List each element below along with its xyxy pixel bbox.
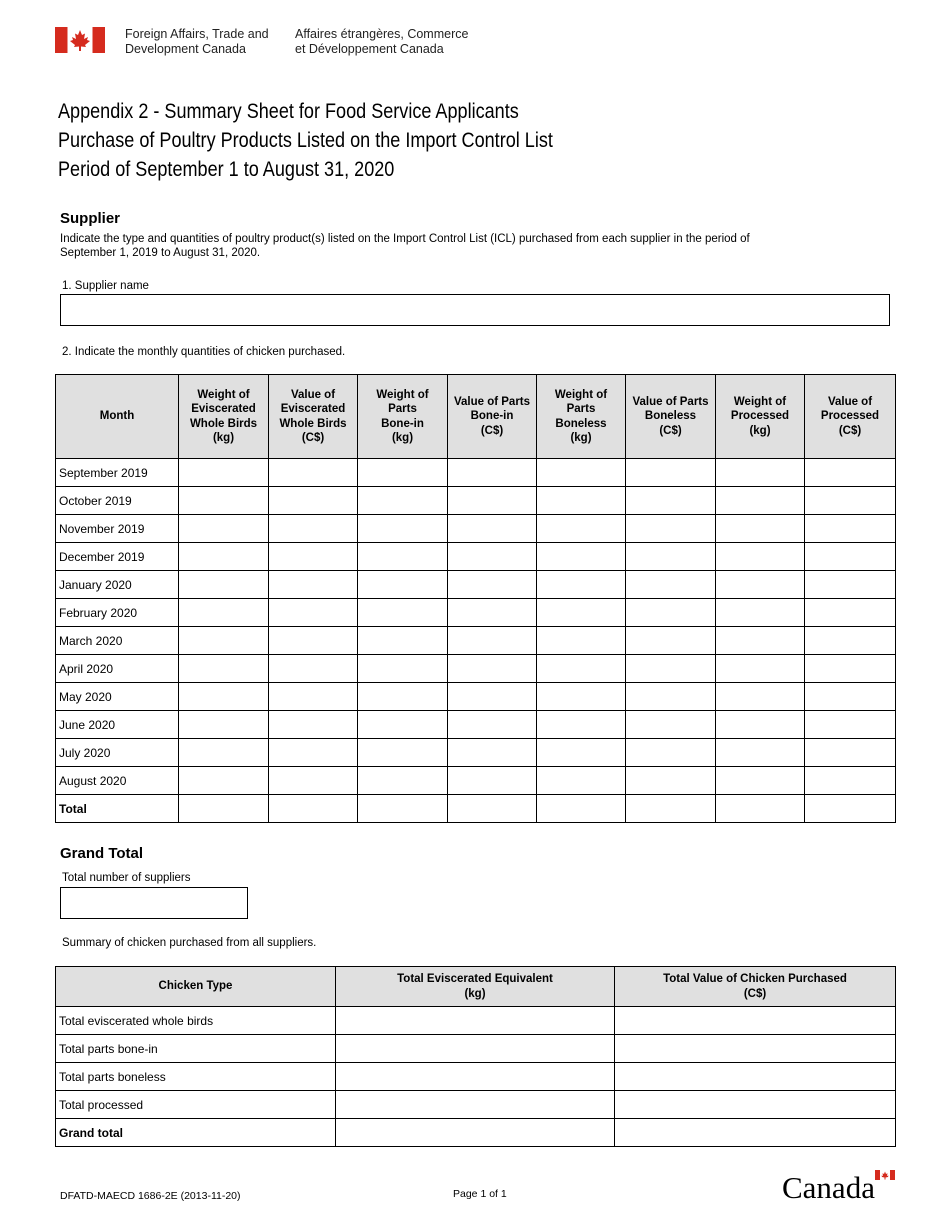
entry-cell[interactable] [336, 1063, 615, 1091]
entry-cell[interactable] [358, 627, 448, 655]
entry-cell[interactable] [269, 459, 358, 487]
month-row [56, 599, 896, 627]
entry-cell[interactable] [179, 599, 269, 627]
entry-cell[interactable] [358, 795, 448, 823]
entry-cell[interactable] [448, 543, 537, 571]
entry-cell[interactable] [626, 711, 716, 739]
supplier-instructions-line2: September 1, 2019 to August 31, 2020. [60, 247, 261, 259]
supplier-heading: Supplier [60, 210, 121, 227]
entry-cell[interactable] [269, 739, 358, 767]
department-en-line2: Development Canada [125, 42, 246, 56]
month-row [56, 487, 896, 515]
entry-cell[interactable] [448, 459, 537, 487]
supplier-name-label: 1. Supplier name [62, 280, 149, 292]
entry-cell[interactable] [537, 487, 626, 515]
entry-cell[interactable] [626, 795, 716, 823]
entry-cell[interactable] [626, 627, 716, 655]
entry-cell[interactable] [179, 571, 269, 599]
month-row [56, 543, 896, 571]
entry-cell[interactable] [537, 459, 626, 487]
row-label: May 2020 [56, 683, 179, 711]
entry-cell[interactable] [537, 655, 626, 683]
page-number: Page 1 of 1 [453, 1188, 507, 1200]
entry-cell[interactable] [716, 599, 805, 627]
entry-cell[interactable] [537, 711, 626, 739]
entry-cell[interactable] [626, 487, 716, 515]
summary-row [56, 1035, 896, 1063]
entry-cell[interactable] [358, 571, 448, 599]
summary-header-row [56, 967, 896, 1007]
row-label: October 2019 [56, 487, 179, 515]
entry-cell[interactable] [805, 711, 896, 739]
column-header: Total Eviscerated Equivalent (kg) [336, 967, 615, 1007]
row-label: Total [56, 795, 179, 823]
entry-cell[interactable] [448, 795, 537, 823]
entry-cell[interactable] [537, 543, 626, 571]
entry-cell[interactable] [179, 655, 269, 683]
entry-cell[interactable] [626, 515, 716, 543]
entry-cell[interactable] [269, 795, 358, 823]
column-header: Value of Parts Bone-in (C$) [448, 375, 537, 459]
entry-cell[interactable] [537, 795, 626, 823]
department-name-en [125, 27, 269, 57]
entry-cell[interactable] [269, 683, 358, 711]
entry-cell[interactable] [716, 571, 805, 599]
entry-cell[interactable] [358, 711, 448, 739]
row-label: September 2019 [56, 459, 179, 487]
entry-cell[interactable] [269, 543, 358, 571]
entry-cell[interactable] [626, 543, 716, 571]
entry-cell[interactable] [179, 515, 269, 543]
grand-total-row [56, 1119, 896, 1147]
entry-cell[interactable] [615, 1063, 896, 1091]
entry-cell[interactable] [805, 739, 896, 767]
entry-cell[interactable] [716, 487, 805, 515]
entry-cell[interactable] [179, 627, 269, 655]
department-fr-line1: Affaires étrangères, Commerce [295, 27, 469, 41]
entry-cell[interactable] [358, 543, 448, 571]
entry-cell[interactable] [537, 767, 626, 795]
entry-cell[interactable] [448, 655, 537, 683]
title-line2: Purchase of Poultry Products Listed on the Import Control List [58, 129, 553, 152]
entry-cell[interactable] [615, 1035, 896, 1063]
entry-cell[interactable] [615, 1007, 896, 1035]
summary-row [56, 1063, 896, 1091]
column-header: Total Value of Chicken Purchased (C$) [615, 967, 896, 1007]
entry-cell[interactable] [716, 711, 805, 739]
entry-cell[interactable] [358, 459, 448, 487]
entry-cell[interactable] [448, 711, 537, 739]
entry-cell[interactable] [358, 655, 448, 683]
entry-cell[interactable] [358, 739, 448, 767]
column-header: Weight of Parts Bone-in (kg) [358, 375, 448, 459]
entry-cell[interactable] [269, 487, 358, 515]
row-label: December 2019 [56, 543, 179, 571]
month-row [56, 683, 896, 711]
entry-cell[interactable] [805, 767, 896, 795]
entry-cell[interactable] [336, 1035, 615, 1063]
column-header: Value of Processed (C$) [805, 375, 896, 459]
entry-cell[interactable] [336, 1119, 615, 1147]
entry-cell[interactable] [448, 571, 537, 599]
entry-cell[interactable] [805, 487, 896, 515]
entry-cell[interactable] [448, 767, 537, 795]
row-label: Grand total [56, 1119, 336, 1147]
entry-cell[interactable] [336, 1007, 615, 1035]
total-suppliers-label: Total number of suppliers [62, 872, 191, 884]
entry-cell[interactable] [805, 795, 896, 823]
entry-cell[interactable] [805, 683, 896, 711]
entry-cell[interactable] [805, 599, 896, 627]
row-label: January 2020 [56, 571, 179, 599]
summary-row [56, 1007, 896, 1035]
column-header: Weight of Processed (kg) [716, 375, 805, 459]
entry-cell[interactable] [805, 543, 896, 571]
entry-cell[interactable] [269, 515, 358, 543]
entry-cell[interactable] [358, 487, 448, 515]
entry-cell[interactable] [626, 655, 716, 683]
month-row [56, 627, 896, 655]
entry-cell[interactable] [716, 459, 805, 487]
summary-table [55, 966, 896, 1147]
entry-cell[interactable] [179, 711, 269, 739]
supplier-name-input[interactable] [60, 294, 890, 326]
summary-row [56, 1091, 896, 1119]
column-header: Month [56, 375, 179, 459]
title-line1: Appendix 2 - Summary Sheet for Food Service Applicants [58, 100, 519, 123]
row-label: Total eviscerated whole birds [56, 1007, 336, 1035]
total-row [56, 795, 896, 823]
entry-cell[interactable] [716, 515, 805, 543]
row-label: April 2020 [56, 655, 179, 683]
entry-cell[interactable] [716, 683, 805, 711]
entry-cell[interactable] [626, 459, 716, 487]
entry-cell[interactable] [179, 487, 269, 515]
entry-cell[interactable] [179, 795, 269, 823]
entry-cell[interactable] [537, 739, 626, 767]
entry-cell[interactable] [358, 767, 448, 795]
canada-wordmark [782, 1170, 897, 1206]
entry-cell[interactable] [179, 739, 269, 767]
entry-cell[interactable] [626, 739, 716, 767]
canada-flag-icon [55, 27, 105, 53]
entry-cell[interactable] [716, 767, 805, 795]
entry-cell[interactable] [269, 767, 358, 795]
wordmark-text: Canada [782, 1170, 875, 1205]
entry-cell[interactable] [448, 515, 537, 543]
entry-cell[interactable] [448, 627, 537, 655]
entry-cell[interactable] [179, 459, 269, 487]
month-row [56, 767, 896, 795]
grand-total-heading: Grand Total [60, 845, 144, 862]
month-row [56, 571, 896, 599]
row-label: June 2020 [56, 711, 179, 739]
entry-cell[interactable] [448, 739, 537, 767]
entry-cell[interactable] [537, 571, 626, 599]
row-label: March 2020 [56, 627, 179, 655]
entry-cell[interactable] [626, 767, 716, 795]
monthly-quantities-label: 2. Indicate the monthly quantities of chicken purchased. [62, 346, 346, 358]
entry-cell[interactable] [805, 571, 896, 599]
entry-cell[interactable] [805, 459, 896, 487]
entry-cell[interactable] [805, 655, 896, 683]
column-header: Chicken Type [56, 967, 336, 1007]
row-label: November 2019 [56, 515, 179, 543]
column-header: Value of Parts Boneless (C$) [626, 375, 716, 459]
department-name-fr [295, 27, 468, 57]
entry-cell[interactable] [626, 571, 716, 599]
wordmark-flag-icon [875, 1170, 895, 1180]
row-label: Total parts boneless [56, 1063, 336, 1091]
month-row [56, 459, 896, 487]
summary-label: Summary of chicken purchased from all suppliers. [62, 937, 317, 949]
title-line3: Period of September 1 to August 31, 2020 [58, 158, 395, 181]
entry-cell[interactable] [716, 655, 805, 683]
row-label: Total parts bone-in [56, 1035, 336, 1063]
entry-cell[interactable] [336, 1091, 615, 1119]
entry-cell[interactable] [805, 627, 896, 655]
monthly-header-row [56, 375, 896, 459]
entry-cell[interactable] [269, 711, 358, 739]
entry-cell[interactable] [448, 683, 537, 711]
entry-cell[interactable] [269, 571, 358, 599]
department-fr-line2: et Développement Canada [295, 42, 444, 56]
entry-cell[interactable] [537, 515, 626, 543]
entry-cell[interactable] [626, 683, 716, 711]
column-header: Value of Eviscerated Whole Birds (C$) [269, 375, 358, 459]
entry-cell[interactable] [615, 1091, 896, 1119]
entry-cell[interactable] [448, 599, 537, 627]
entry-cell[interactable] [805, 515, 896, 543]
entry-cell[interactable] [615, 1119, 896, 1147]
entry-cell[interactable] [269, 655, 358, 683]
monthly-quantities-table [55, 374, 896, 823]
entry-cell[interactable] [448, 487, 537, 515]
entry-cell[interactable] [358, 515, 448, 543]
month-row [56, 739, 896, 767]
entry-cell[interactable] [179, 767, 269, 795]
entry-cell[interactable] [537, 683, 626, 711]
entry-cell[interactable] [537, 627, 626, 655]
row-label: August 2020 [56, 767, 179, 795]
column-header: Weight of Eviscerated Whole Birds (kg) [179, 375, 269, 459]
entry-cell[interactable] [269, 627, 358, 655]
entry-cell[interactable] [626, 599, 716, 627]
column-header: Weight of Parts Boneless (kg) [537, 375, 626, 459]
entry-cell[interactable] [358, 599, 448, 627]
page-title [58, 97, 553, 184]
row-label: February 2020 [56, 599, 179, 627]
entry-cell[interactable] [716, 739, 805, 767]
department-en-line1: Foreign Affairs, Trade and [125, 27, 269, 41]
row-label: July 2020 [56, 739, 179, 767]
entry-cell[interactable] [179, 683, 269, 711]
form-number: DFATD-MAECD 1686-2E (2013-11-20) [60, 1190, 241, 1202]
month-row [56, 515, 896, 543]
entry-cell[interactable] [269, 599, 358, 627]
supplier-instructions-line1: Indicate the type and quantities of poultry product(s) listed on the Import Control List (ICL) purchased from each supplier in the period of [60, 233, 750, 245]
entry-cell[interactable] [716, 795, 805, 823]
entry-cell[interactable] [358, 683, 448, 711]
entry-cell[interactable] [716, 543, 805, 571]
entry-cell[interactable] [537, 599, 626, 627]
total-suppliers-input[interactable] [60, 887, 248, 919]
row-label: Total processed [56, 1091, 336, 1119]
supplier-instructions [60, 232, 890, 260]
month-row [56, 711, 896, 739]
entry-cell[interactable] [716, 627, 805, 655]
entry-cell[interactable] [179, 543, 269, 571]
month-row [56, 655, 896, 683]
